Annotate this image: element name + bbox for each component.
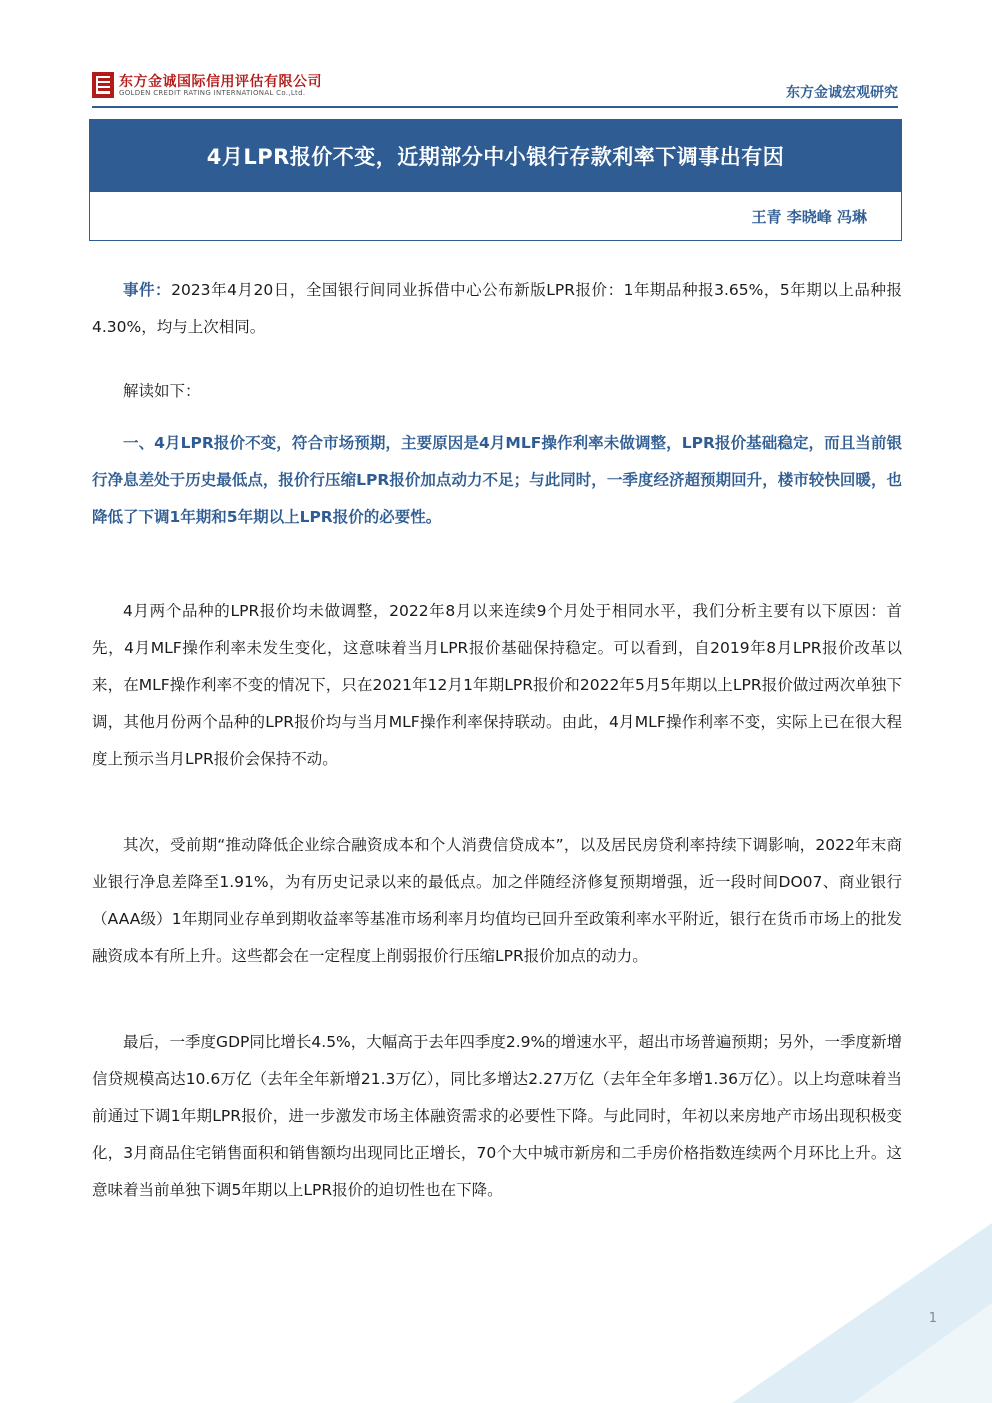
company-logo [92, 70, 342, 102]
analysis-paragraph-2 [92, 827, 902, 975]
company-name-en: GOLDEN CREDIT RATING INTERNATIONAL Co.,Ltd. [119, 89, 306, 97]
point1-paragraph [92, 425, 902, 536]
reading-intro-paragraph [92, 373, 902, 410]
corner-decoration [732, 1223, 992, 1403]
report-authors: 王青 李晓峰 冯琳 [751, 208, 867, 226]
reading-intro: 解读如下： [123, 382, 201, 400]
event-label: 事件： [123, 281, 172, 299]
report-title: 4月LPR报价不变，近期部分中小银行存款利率下调事出有因 [206, 145, 785, 169]
header-divider [92, 106, 898, 108]
point1-text: 一、4月LPR报价不变，符合市场预期，主要原因是4月MLF操作利率未做调整，LPR报价基础稳定，而且当前银行净息差处于历史最低点，报价行压缩LPR报价加点动力不足；与此同时，一季度经济超预期回升，楼市较快回暖，也降低了下调1年期和5年期以上LPR报价的必要性。 [92, 434, 902, 526]
analysis-paragraph-1 [92, 593, 902, 778]
para1-text: 4月两个品种的LPR报价均未做调整，2022年8月以来连续9个月处于相同水平，我们分析主要有以下原因：首先，4月MLF操作利率未发生变化，这意味着当月LPR报价基础保持稳定。可以看到，自2019年8月LPR报价改革以来，在MLF操作利率不变的情况下，只在2021年12月1年期LPR报价和2022年5月5年期以上LPR报价做过两次单独下调，其他月份两个品种的LPR报价均与当月MLF操作利率保持联动。由此，4月MLF操作利率不变，实际上已在很大程度上预示当月LPR报价会保持不动。 [92, 602, 902, 768]
page-number: 1 [928, 1311, 937, 1326]
company-name-cn: 东方金诚国际信用评估有限公司 [119, 74, 322, 90]
title-box [89, 119, 902, 241]
para2-text: 其次，受前期“推动降低企业综合融资成本和个人消费信贷成本”，以及居民房贷利率持续下调影响，2022年末商业银行净息差降至1.91%，为有历史记录以来的最低点。加之伴随经济修复预期增强，近一段时间DO07、商业银行（AAA级）1年期同业存单到期收益率等基准市场利率月均值均已回升至政策利率水平附近，银行在货币市场上的批发融资成本有所上升。这些都会在一定程度上削弱报价行压缩LPR报价加点的动力。 [92, 836, 902, 965]
golden-credit-logo-icon [92, 72, 114, 98]
report-series: 东方金诚宏观研究 [786, 85, 898, 101]
para3-text: 最后，一季度GDP同比增长4.5%，大幅高于去年四季度2.9%的增速水平，超出市场普遍预期；另外，一季度新增信贷规模高达10.6万亿（去年全年新增21.3万亿），同比多增达2.27万亿（去年全年多增1.36万亿）。以上均意味着当前通过下调1年期LPR报价，进一步激发市场主体融资需求的必要性下降。与此同时，年初以来房地产市场出现积极变化，3月商品住宅销售面积和销售额均出现同比正增长，70个大中城市新房和二手房价格指数连续两个月环比上升。这意味着当前单独下调5年期以上LPR报价的迫切性也在下降。 [92, 1033, 902, 1199]
title-bar [90, 120, 901, 192]
event-paragraph [92, 272, 902, 346]
analysis-paragraph-3 [92, 1024, 902, 1209]
event-text: 2023年4月20日，全国银行间同业拆借中心公布新版LPR报价：1年期品种报3.65%，5年期以上品种报4.30%，均与上次相同。 [92, 281, 902, 336]
